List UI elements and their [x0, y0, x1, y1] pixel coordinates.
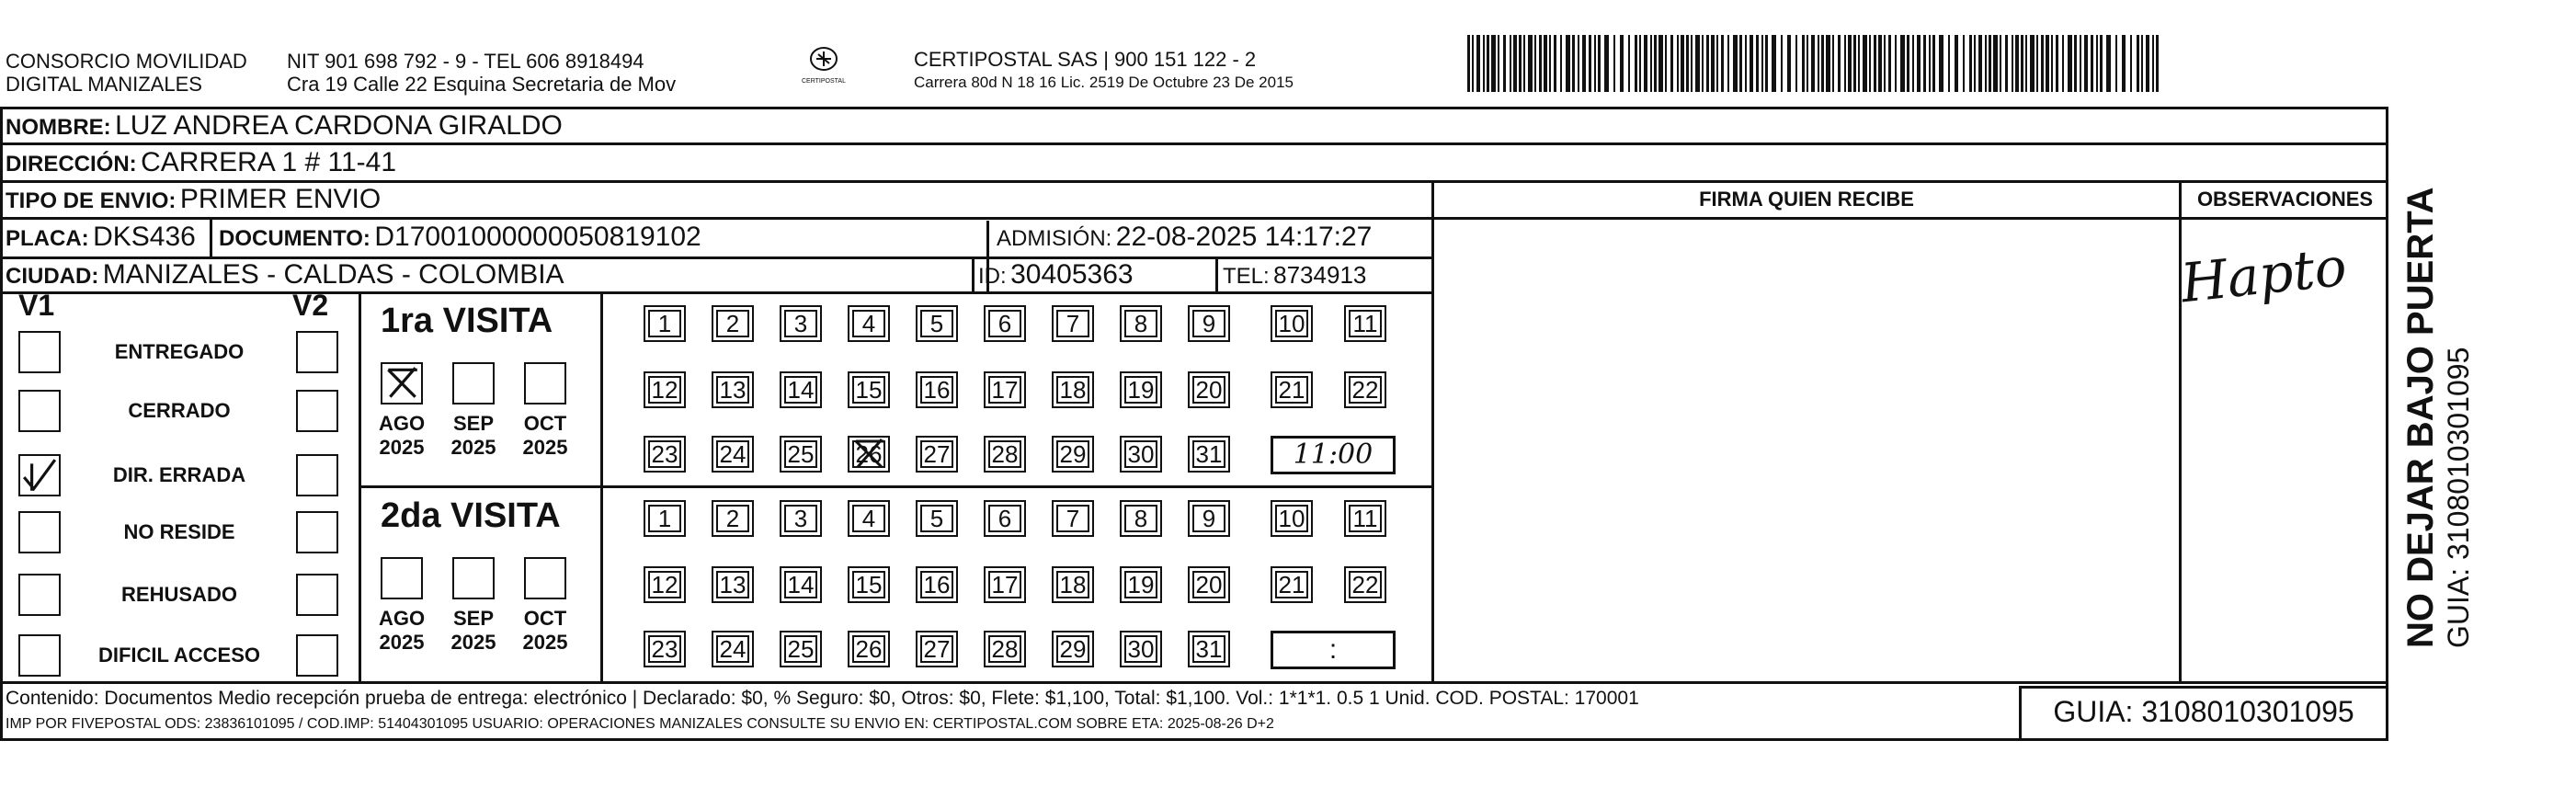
day-box[interactable]: 21: [1271, 371, 1313, 408]
nit-line: NIT 901 698 792 - 9 - TEL 606 8918494: [287, 50, 644, 73]
day-box[interactable]: 25: [780, 631, 822, 667]
day-box[interactable]: 3: [780, 500, 822, 537]
time-box[interactable]: :: [1271, 631, 1396, 669]
v2-header: V2: [292, 289, 329, 322]
day-box[interactable]: 29: [1052, 436, 1094, 473]
day-box[interactable]: 12: [644, 371, 686, 408]
day-box[interactable]: 8: [1120, 305, 1162, 342]
firma-area[interactable]: [1436, 222, 2177, 678]
day-box[interactable]: 28: [984, 436, 1026, 473]
logo-caption: CERTIPOSTAL: [802, 78, 846, 85]
col-tel-div: [1215, 256, 1218, 291]
status-checkbox-v1[interactable]: [18, 511, 61, 553]
day-marked: [848, 436, 890, 473]
day-box[interactable]: 7: [1052, 305, 1094, 342]
observaciones-header: OBSERVACIONES: [2196, 188, 2374, 211]
month-label: AGO: [378, 412, 426, 435]
tipo-value: PRIMER ENVIO: [179, 184, 382, 214]
col-firma-left: [1431, 180, 1434, 682]
guia-box-text: GUIA: 3108010301095: [2053, 695, 2354, 728]
day-box[interactable]: 30: [1120, 631, 1162, 667]
tipo-row: [6, 184, 381, 215]
id-value: 30405363: [1010, 259, 1134, 290]
day-box[interactable]: 24: [712, 436, 754, 473]
company-name: [6, 50, 247, 96]
row-line-3: [0, 217, 1434, 220]
tel-row: [1223, 261, 1366, 290]
day-box[interactable]: 10: [1271, 500, 1313, 537]
day-box[interactable]: 6: [984, 500, 1026, 537]
id-label: ID:: [978, 264, 1007, 289]
year-label: 2025: [522, 631, 568, 654]
day-box[interactable]: 1: [644, 305, 686, 342]
row-line-5: [0, 291, 1434, 294]
day-box[interactable]: 28: [984, 631, 1026, 667]
day-box[interactable]: 27: [916, 631, 958, 667]
documento-row: [219, 222, 701, 253]
day-box[interactable]: 16: [916, 371, 958, 408]
x-mark-icon: [848, 436, 890, 473]
day-box[interactable]: 7: [1052, 500, 1094, 537]
month-checkbox[interactable]: [524, 557, 566, 599]
day-box[interactable]: 19: [1120, 566, 1162, 603]
side-guia: GUIA: 3108010301095: [2442, 347, 2475, 648]
day-box[interactable]: 8: [1120, 500, 1162, 537]
direccion-label: DIRECCIÓN:: [6, 152, 137, 177]
status-checkbox-v2[interactable]: [296, 634, 338, 677]
col-id-div: [972, 256, 975, 291]
day-box[interactable]: 6: [984, 305, 1026, 342]
status-label: DIFICIL ACCESO: [97, 644, 260, 667]
day-box[interactable]: 5: [916, 500, 958, 537]
carrier-line-1: CERTIPOSTAL SAS | 900 151 122 - 2: [914, 48, 1257, 71]
ciudad-row: [6, 259, 564, 291]
status-label: CERRADO: [128, 399, 231, 422]
month-checkbox[interactable]: [524, 362, 566, 404]
day-box[interactable]: 12: [644, 566, 686, 603]
month-checkbox[interactable]: [381, 362, 423, 404]
day-box[interactable]: 19: [1120, 371, 1162, 408]
admision-value: 22-08-2025 14:17:27: [1115, 222, 1373, 252]
day-box[interactable]: 9: [1188, 500, 1230, 537]
visit-title: 1ra VISITA: [381, 302, 553, 340]
status-label: REHUSADO: [121, 583, 237, 606]
company-line-2: DIGITAL MANIZALES: [6, 73, 202, 96]
day-box[interactable]: 31: [1188, 436, 1230, 473]
day-box[interactable]: 14: [780, 566, 822, 603]
year-label: 2025: [522, 436, 568, 459]
carrier-line-2: Carrera 80d N 18 16 Lic. 2519 De Octubre 23 De 2015: [914, 74, 1294, 91]
year-label: 2025: [450, 631, 496, 654]
col-firma-header-bottom: [1431, 217, 2388, 220]
certipostal-logo-icon: [796, 46, 851, 94]
status-checkbox-v2[interactable]: [296, 511, 338, 553]
month-label: SEP: [452, 412, 495, 435]
direccion-value: CARRERA 1 # 11-41: [141, 147, 397, 177]
admision-label: ADMISIÓN:: [997, 226, 1112, 251]
day-box[interactable]: 23: [644, 631, 686, 667]
day-box[interactable]: 26: [848, 436, 890, 473]
day-box[interactable]: 18: [1052, 371, 1094, 408]
year-label: 2025: [450, 436, 496, 459]
signature: Hapto: [2177, 234, 2350, 315]
firma-header: FIRMA QUIEN RECIBE: [1699, 188, 1914, 211]
day-box[interactable]: 5: [916, 305, 958, 342]
day-box[interactable]: 31: [1188, 631, 1230, 667]
day-box[interactable]: 2: [712, 500, 754, 537]
year-label: 2025: [379, 436, 425, 459]
imp-text: IMP POR FIVEPOSTAL ODS: 23836101095 / COD.IMP: 51404301095 USUARIO: OPERACIONES MANIZALES CONSULTE SU ENVIO EN: CERTIPOSTAL.COM SOBRE ETA: 2025-08-26 D+2: [6, 716, 1274, 732]
company-line-1: CONSORCIO MOVILIDAD: [6, 50, 247, 73]
status-checkbox-v2[interactable]: [296, 574, 338, 616]
day-box[interactable]: 15: [848, 371, 890, 408]
nombre-row: [6, 110, 563, 142]
day-box[interactable]: 24: [712, 631, 754, 667]
day-box[interactable]: 21: [1271, 566, 1313, 603]
day-box[interactable]: 9: [1188, 305, 1230, 342]
status-checkbox-v1[interactable]: [18, 574, 61, 616]
year-label: 2025: [379, 631, 425, 654]
day-box[interactable]: 15: [848, 566, 890, 603]
status-label: DIR. ERRADA: [112, 463, 246, 486]
day-box[interactable]: 3: [780, 305, 822, 342]
admision-row: [997, 222, 1372, 253]
no-dejar-warning: NO DEJAR BAJO PUERTA: [2400, 187, 2441, 648]
day-box[interactable]: 18: [1052, 566, 1094, 603]
day-box[interactable]: 16: [916, 566, 958, 603]
day-box[interactable]: 23: [644, 436, 686, 473]
placa-label: PLACA:: [6, 226, 89, 251]
day-box[interactable]: 13: [712, 566, 754, 603]
month-checkbox[interactable]: [381, 557, 423, 599]
x-mark-icon: [382, 364, 421, 403]
day-box[interactable]: 10: [1271, 305, 1313, 342]
placa-value: DKS436: [93, 222, 196, 252]
month-label: OCT: [523, 412, 567, 435]
tipo-label: TIPO DE ENVIO:: [6, 188, 177, 213]
day-box[interactable]: 17: [984, 566, 1026, 603]
carrier-info: [914, 48, 1294, 94]
day-box[interactable]: 2: [712, 305, 754, 342]
day-box[interactable]: 11: [1344, 500, 1386, 537]
day-box[interactable]: 30: [1120, 436, 1162, 473]
id-row: [978, 259, 1134, 291]
day-box[interactable]: 11: [1344, 305, 1386, 342]
day-box[interactable]: 26: [848, 631, 890, 667]
status-label: ENTREGADO: [114, 340, 245, 363]
row-line-2: [0, 180, 2388, 183]
row-line-1: [0, 142, 2388, 145]
day-box[interactable]: 4: [848, 305, 890, 342]
day-box[interactable]: 1: [644, 500, 686, 537]
ciudad-label: CIUDAD:: [6, 264, 99, 289]
check-mark-icon: [20, 456, 59, 495]
direccion-row: [6, 147, 396, 178]
tel-label: TEL:: [1223, 264, 1270, 289]
day-box[interactable]: 20: [1188, 371, 1230, 408]
v1-header: V1: [18, 289, 55, 322]
status-checkbox-v2[interactable]: [296, 454, 338, 496]
status-checkbox-v1[interactable]: [18, 454, 61, 496]
status-checkbox-v2[interactable]: [296, 390, 338, 432]
side-text: [2399, 133, 2475, 648]
status-checkbox-v1[interactable]: [18, 634, 61, 677]
day-box[interactable]: 4: [848, 500, 890, 537]
month-label: AGO: [378, 607, 426, 630]
footer-line: [0, 681, 2388, 684]
day-box[interactable]: 22: [1344, 566, 1386, 603]
company-contact: [287, 50, 676, 96]
month-checkbox[interactable]: [452, 557, 495, 599]
col-placa-div: [210, 217, 212, 256]
placa-row: [6, 222, 196, 253]
day-box[interactable]: 25: [780, 436, 822, 473]
time-box[interactable]: 11:00: [1271, 436, 1396, 474]
day-box[interactable]: 22: [1344, 371, 1386, 408]
status-checkbox-v2[interactable]: [296, 331, 338, 373]
address-line: Cra 19 Calle 22 Esquina Secretaria de Mov: [287, 73, 677, 96]
contenido-text: Contenido: Documentos Medio recepción prueba de entrega: electrónico | Declarado: $0, % Seguro: $0, Otros: $0, Flete: $1,100, Total: $1,100. Vol.: 1*1*1. 0.5 1 Unid. COD. POSTAL: 170001: [6, 688, 1639, 709]
visit-title: 2da VISITA: [381, 496, 561, 535]
day-box[interactable]: 27: [916, 436, 958, 473]
month-checkbox[interactable]: [452, 362, 495, 404]
documento-label: DOCUMENTO:: [219, 226, 370, 251]
tel-value: 8734913: [1273, 261, 1367, 289]
month-label: OCT: [523, 607, 567, 630]
status-checkbox-v1[interactable]: [18, 331, 61, 373]
visit-div: [359, 485, 1434, 488]
barcode-icon: [1467, 35, 2166, 92]
documento-value: D17001000000050819102: [374, 222, 701, 252]
day-box[interactable]: 14: [780, 371, 822, 408]
ciudad-value: MANIZALES - CALDAS - COLOMBIA: [102, 259, 564, 290]
day-box[interactable]: 29: [1052, 631, 1094, 667]
month-label: SEP: [452, 607, 495, 630]
status-checkbox-v1[interactable]: [18, 390, 61, 432]
nombre-value: LUZ ANDREA CARDONA GIRALDO: [115, 110, 563, 141]
day-box[interactable]: 20: [1188, 566, 1230, 603]
day-box[interactable]: 13: [712, 371, 754, 408]
day-box[interactable]: 17: [984, 371, 1026, 408]
status-label: NO RESIDE: [123, 520, 235, 543]
nombre-label: NOMBRE:: [6, 115, 111, 140]
